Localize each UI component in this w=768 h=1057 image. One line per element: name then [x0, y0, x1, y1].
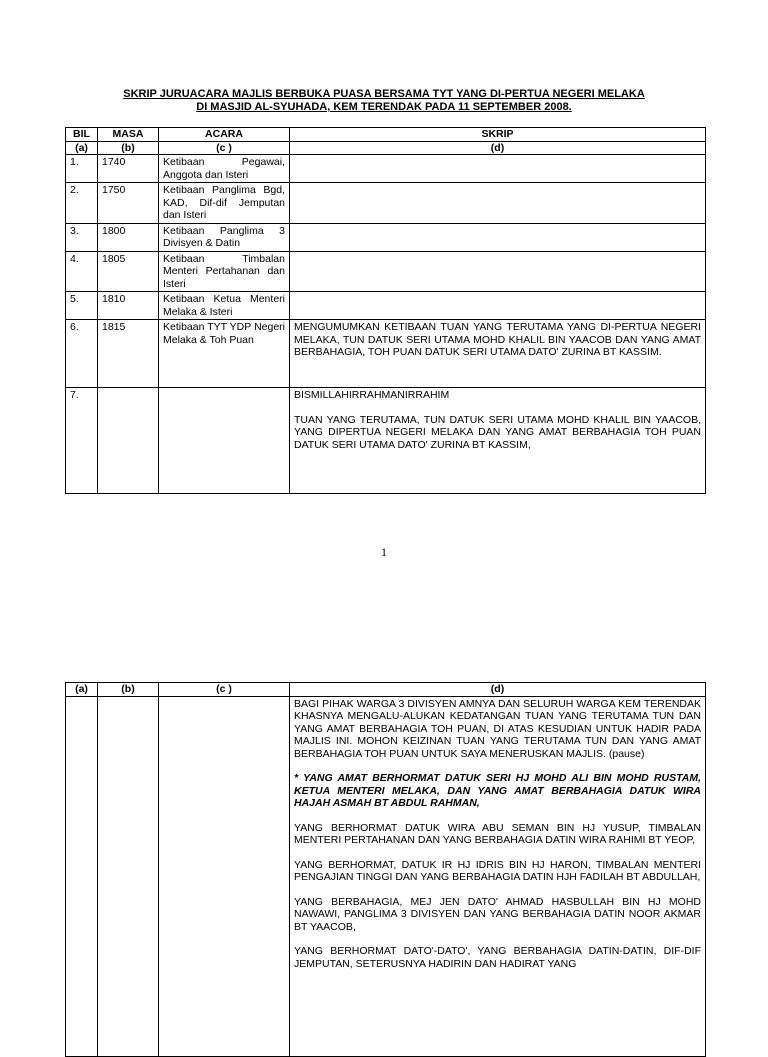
table-row: [66, 696, 706, 1056]
subheader-b: (b): [98, 141, 159, 155]
row-bil: 3.: [66, 223, 98, 251]
row-masa: 1815: [98, 320, 159, 388]
header-bil: BIL: [66, 128, 98, 142]
skrip-paragraph-bold: * YANG AMAT BERHORMAT DATUK SERI HJ MOHD ALI BIN MOHD RUSTAM, KETUA MENTERI MELAKA, DAN YANG AMAT BERBAHAGIA DATUK WIRA HAJAH ASMAH BT ABDUL RAHMAN,: [294, 772, 701, 809]
row-skrip: [290, 251, 706, 292]
row-bil: 4.: [66, 251, 98, 292]
row-acara: Ketibaan Panglima Bgd, KAD, Dif-dif Jemputan dan Isteri: [159, 183, 290, 224]
row-acara: Ketibaan Timbalan Menteri Pertahanan dan Isteri: [159, 251, 290, 292]
table-row: [66, 251, 706, 292]
row-acara: [159, 696, 290, 1056]
document-title-line-1: SKRIP JURUACARA MAJLIS BERBUKA PUASA BERSAMA TYT YANG DI-PERTUA NEGERI MELAKA: [123, 88, 645, 100]
row-bil: 1.: [66, 155, 98, 183]
row-acara: Ketibaan Pegawai, Anggota dan Isteri: [159, 155, 290, 183]
row-masa: 1805: [98, 251, 159, 292]
row-bil: 2.: [66, 183, 98, 224]
header-masa: MASA: [98, 128, 159, 142]
row-bil: 5.: [66, 292, 98, 320]
row-skrip: [290, 183, 706, 224]
table-row: [66, 388, 706, 494]
row-masa: 1810: [98, 292, 159, 320]
row-bil: [66, 696, 98, 1056]
skrip-paragraph: BISMILLAHIRRAHMANIRRAHIM: [294, 389, 450, 401]
table-header-row: [66, 128, 706, 142]
skrip-paragraph: TUAN YANG TERUTAMA, TUN DATUK SERI UTAMA MOHD KHALIL BIN YAACOB, YANG DIPERTUA NEGERI MELAKA DAN YANG AMAT BERBAHAGIA TOH PUAN DATUK SERI UTAMA DATO' ZURINA BT KASSIM,: [294, 413, 701, 451]
skrip-paragraph: BAGI PIHAK WARGA 3 DIVISYEN AMNYA DAN SELURUH WARGA KEM TERENDAK KHASNYA MENGALU-ALUKAN KEDATANGAN TUAN YANG TERUTAMA TUN DAN YANG AMAT BERBAHAGIA TOH PUAN, DI ATAS KESUDIAN UNTUK HADIR PADA MAJLIS INI. MOHON KEIZINAN TUAN YANG TERUTAMA TUN DAN YANG AMAT BERBAHAGIA TOH PUAN UNTUK SAYA MENERUSKAN MAJLIS. (pause): [294, 697, 701, 760]
row-acara: Ketibaan TYT YDP Negeri Melaka & Toh Puan: [159, 320, 290, 388]
skrip-paragraph: YANG BERHORMAT DATUK WIRA ABU SEMAN BIN HJ YUSUP, TIMBALAN MENTERI PERTAHANAN DAN YANG BERBAHAGIA DATIN WIRA RAHIMI BT YEOP,: [294, 821, 701, 846]
row-skrip: [290, 223, 706, 251]
row-bil: 7.: [66, 388, 98, 494]
row-bil: 6.: [66, 320, 98, 388]
subheader-c: (c ): [159, 141, 290, 155]
row-acara: [159, 388, 290, 494]
table-row: [66, 183, 706, 224]
subheader-d: (d): [290, 141, 706, 155]
table-header-row: [66, 683, 706, 697]
table-row: [66, 320, 706, 388]
header-a: (a): [66, 683, 98, 697]
continuation-table: [65, 682, 706, 1057]
table-row: [66, 223, 706, 251]
row-masa: [98, 696, 159, 1056]
header-skrip: SKRIP: [290, 128, 706, 142]
skrip-paragraph: YANG BERHORMAT DATO'-DATO', YANG BERBAHAGIA DATIN-DATIN, DIF-DIF JEMPUTAN, SETERUSNYA HADIRIN DAN HADIRAT YANG: [294, 945, 701, 970]
page-number: 1: [381, 545, 387, 559]
header-b: (b): [98, 683, 159, 697]
header-d: (d): [290, 683, 706, 697]
row-masa: [98, 388, 159, 494]
row-skrip: [290, 696, 706, 1056]
row-masa: 1740: [98, 155, 159, 183]
table-row: [66, 155, 706, 183]
skrip-paragraph: YANG BERHORMAT, DATUK IR HJ IDRIS BIN HJ HARON, TIMBALAN MENTERI PENGAJIAN TINGGI DAN YANG BERBAHAGIA DATIN HJH FADILAH BT ABDULLAH,: [294, 858, 701, 883]
row-masa: 1800: [98, 223, 159, 251]
table-subheader-row: [66, 141, 706, 155]
schedule-table: [65, 127, 706, 494]
row-skrip: [290, 292, 706, 320]
row-masa: 1750: [98, 183, 159, 224]
header-c: (c ): [159, 683, 290, 697]
row-skrip: [290, 388, 706, 494]
document-title-line-2: DI MASJID AL-SYUHADA, KEM TERENDAK PADA 11 SEPTEMBER 2008.: [196, 101, 572, 113]
row-acara: Ketibaan Ketua Menteri Melaka & Isteri: [159, 292, 290, 320]
skrip-paragraph: YANG BERBAHAGIA, MEJ JEN DATO' AHMAD HASBULLAH BIN HJ MOHD NAWAWI, PANGLIMA 3 DIVISYEN DAN YANG BERBAHAGIA DATIN NOOR AKMAR BT YAACOB,: [294, 895, 701, 933]
row-acara: Ketibaan Panglima 3 Divisyen & Datin: [159, 223, 290, 251]
subheader-a: (a): [66, 141, 98, 155]
header-acara: ACARA: [159, 128, 290, 142]
row-skrip: [290, 155, 706, 183]
table-row: [66, 292, 706, 320]
row-skrip: MENGUMUMKAN KETIBAAN TUAN YANG TERUTAMA YANG DI-PERTUA NEGERI MELAKA, TUN DATUK SERI UTAMA MOHD KHALIL BIN YAACOB DAN YANG AMAT BERBAHAGIA, TOH PUAN DATUK SERI UTAMA DATO' ZURINA BT KASSIM.: [290, 320, 706, 388]
